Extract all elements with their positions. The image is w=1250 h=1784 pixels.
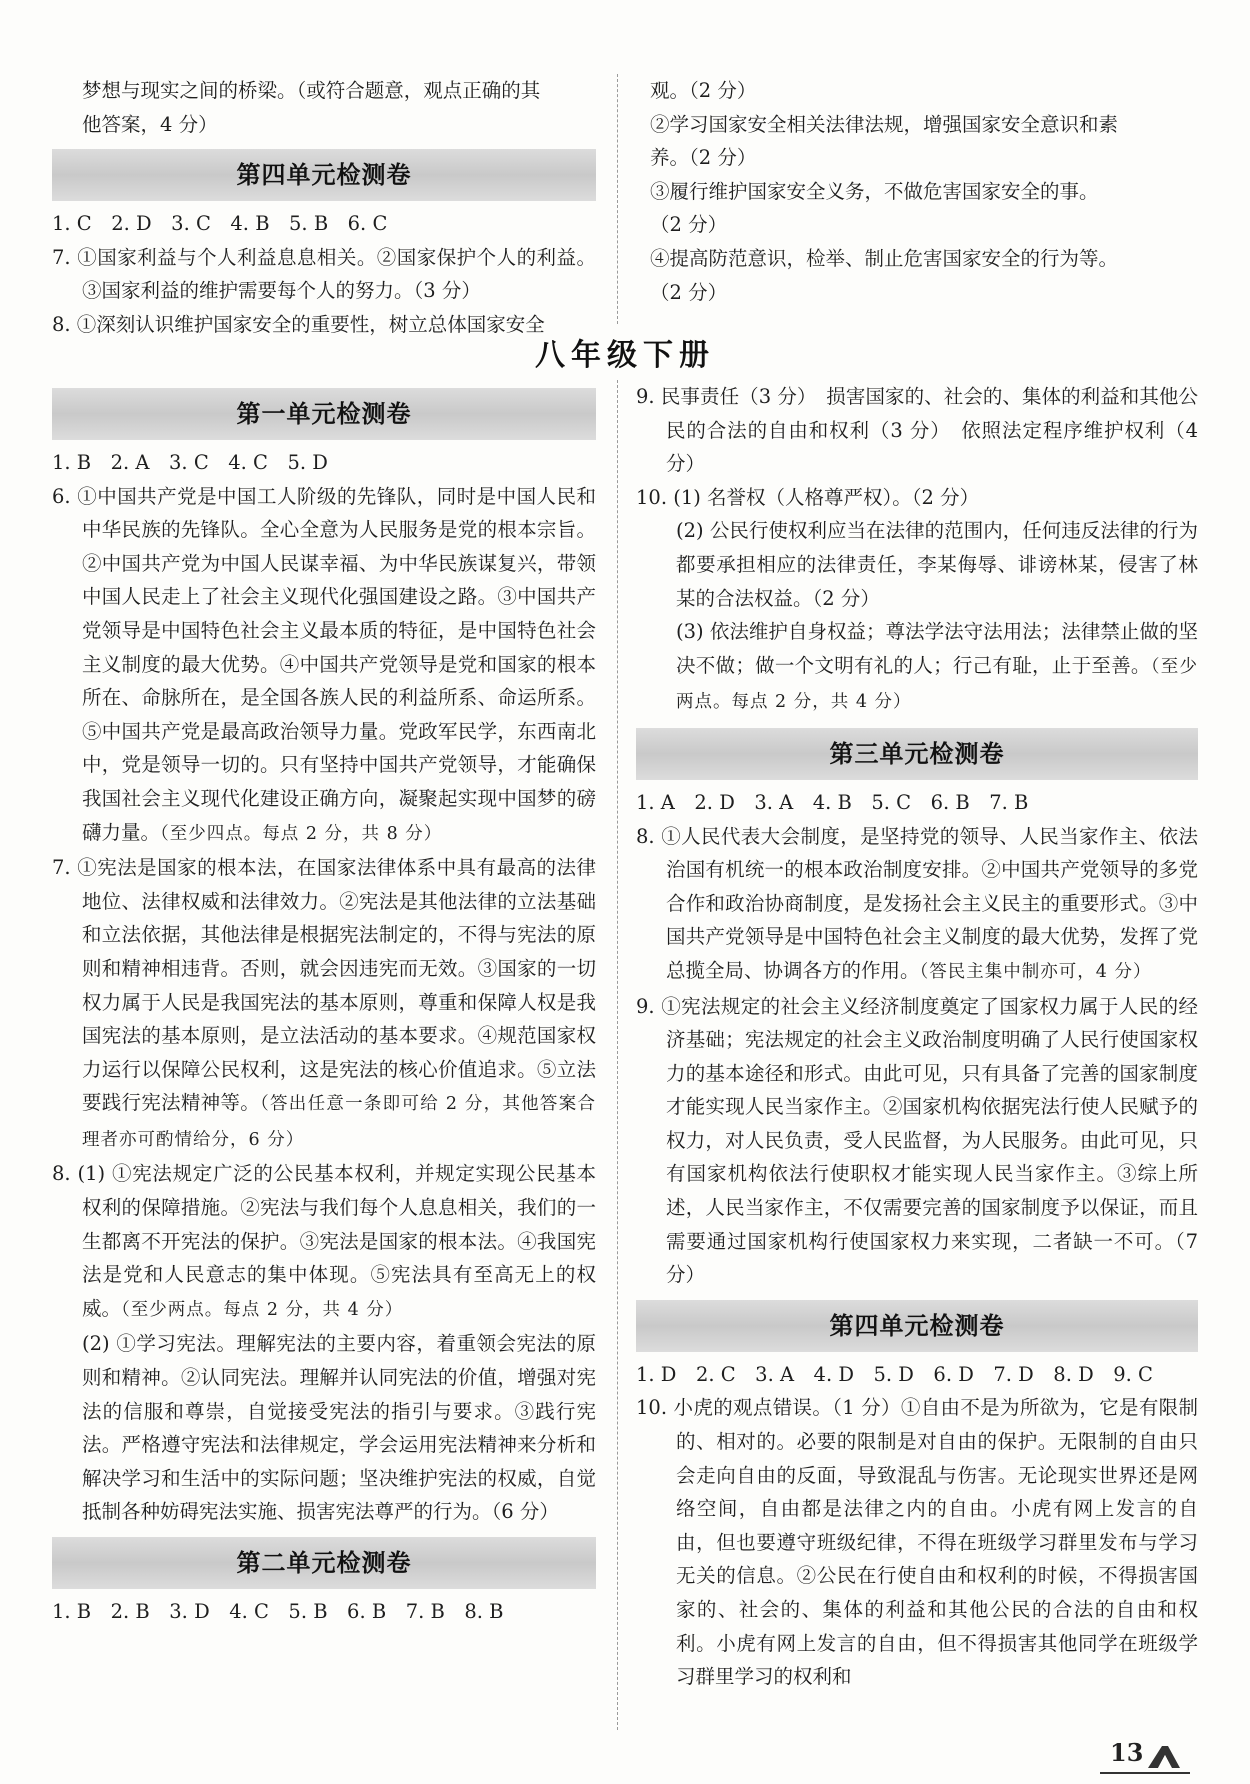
answer-text: 6. ①中国共产党是中国工人阶级的先锋队，同时是中国人民和中华民族的先锋队。全心全意为人民服务是党的根本宗旨。②中国共产党为中国人民谋幸福、为中华民族谋复兴，带领中国人民走上了社会主义现代化强国建设之路。③中国共产党领导是中国特色社会主义最本质的特征，是中国特色社会主义制度的最大优势。④中国共产党领导是党和国家的根本所在、命脉所在，是全国各族人民的利益所系、命运所系。⑤中国共产党是最高政治领导力量。党政军民学，东西南北中，党是领导一切的。只有坚持中国共产党领导，才能确保我国社会主义现代化建设正确方向，凝聚起实现中国梦的磅礴力量。 <box>52 484 596 844</box>
unit2-mc: 1. B 2. B 3. D 4. C 5. B 6. B 7. B 8. B <box>52 1600 504 1623</box>
answer-point: （2 分） <box>650 280 728 304</box>
left-column-top <box>52 74 596 342</box>
answer-text: 7. ①宪法是国家的根本法，在国家法律体系中具有最高的法律地位、法律权威和法律效力。②宪法是其他法律的立法基础和立法依据，其他法律是根据宪法制定的，不得与宪法的原则和精神相违背。否则，就会因违宪而无效。③国家的一切权力属于人民是我国宪法的基本原则，尊重和保障人权是我国宪法的基本原则，是立法活动的基本要求。④规范国家权力运行以保障公民权利，这是宪法的核心价值追求。⑤立法要践行宪法精神等。 <box>52 856 596 1115</box>
unit2-heading: 第二单元检测卷 <box>52 1537 596 1589</box>
unit4-mc: 1. D 2. C 3. A 4. D 5. D 6. D 7. D 8. D 9. C <box>636 1362 1153 1386</box>
right-column-top <box>650 74 1198 309</box>
publisher-logo-icon <box>1146 1744 1182 1770</box>
answer-point: ②学习国家安全相关法律法规，增强国家安全意识和素 <box>650 112 1119 136</box>
answer-point: （2 分） <box>650 213 728 237</box>
left-column <box>52 380 596 1629</box>
continuation-text: 梦想与现实之间的桥梁。（或符合题意，观点正确的其 <box>82 79 541 102</box>
unit2-q10-part3 <box>636 615 1198 720</box>
unit3-heading: 第三单元检测卷 <box>636 728 1198 780</box>
continuation-text: 观。（2 分） <box>650 79 757 102</box>
unit4-q10: 10. 小虎的观点错误。（1 分）①自由不是为所欲为，它是有限制的、相对的。必要的限制是对自由的保护。无限制的自由只会走向自由的反面，导致混乱与伤害。无论现实世界还是网络空间，自由都是法律之内的自由。小虎有网上发言的自由，但也要遵守班级纪律，不得在班级学习群里发布与学习无关的信息。②公民在行使自由和权利的时候，不得损害国家的、社会的、集体的利益和其他公民的合法的自由和权利。小虎有网上发言的自由，但不得损害其他同学在班级学习群里学习的权利和 <box>636 1396 1198 1689</box>
column-divider <box>617 74 618 324</box>
score-note: （至少两点。每点 2 分，共 4 分） <box>676 656 1198 713</box>
unit3-q8 <box>636 820 1198 990</box>
page-number-rule <box>1100 1772 1190 1774</box>
unit-heading: 第四单元检测卷 <box>52 149 596 201</box>
unit1-mc: 1. B 2. A 3. C 4. C 5. D <box>52 451 328 474</box>
right-column <box>636 380 1198 1694</box>
answer-text: (3) 依法维护自身权益；尊法学法守法用法；法律禁止做的坚决不做；做一个文明有礼的人；行己有耻，止于至善。 <box>676 620 1198 677</box>
unit1-q6 <box>52 480 596 852</box>
unit2-q10-part2: (2) 公民行使权利应当在法律的范围内，任何违反法律的行为都要承担相应的法律责任，李某侮辱、诽谤林某，侵害了林某的合法权益。（2 分） <box>676 519 1198 610</box>
answer-q8: 8. ①深刻认识维护国家安全的重要性，树立总体国家安全 <box>52 312 545 336</box>
score-note: （答民主集中制亦可，4 分） <box>919 961 1152 982</box>
answer-q7: 7. ①国家利益与个人利益息息相关。②国家保护个人的利益。③国家利益的维护需要每个人的努力。（3 分） <box>52 245 596 303</box>
score-note: （至少四点。每点 2 分，共 8 分） <box>160 823 443 844</box>
section-title: 八年级下册 <box>535 338 715 373</box>
unit1-q8-part2: (2) ①学习宪法。理解宪法的主要内容，着重领会宪法的原则和精神。②认同宪法。理解并认同宪法的价值，增强对宪法的信服和尊崇，自觉接受宪法的指引与要求。③践行宪法。严格遵守宪法和法律规定，学会运用宪法精神来分析和解决学习和生活中的实际问题；坚决维护宪法的权威，自觉抵制各种妨碍宪法实施、损害宪法尊严的行为。（6 分） <box>82 1332 596 1524</box>
unit3-q9: 9. ①宪法规定的社会主义经济制度奠定了国家权力属于人民的经济基础；宪法规定的社会主义政治制度明确了人民行使国家权力的基本途径和形式。由此可见，只有具备了完善的国家制度才能实现人民当家作主。②国家机构依据宪法行使人民赋予的权力，对人民负责，受人民监督，为人民服务。由此可见，只有国家机构依法行使职权才能实现人民当家作主。③综上所述，人民当家作主，不仅需要完善的国家制度予以保证，而且需要通过国家机构行使国家权力来实现，二者缺一不可。（7 分） <box>636 994 1198 1287</box>
answer-point: 养。（2 分） <box>650 146 757 170</box>
unit1-heading: 第一单元检测卷 <box>52 388 596 440</box>
continuation-text: 他答案，4 分） <box>82 112 218 136</box>
answer-mc: 1. C 2. D 3. C 4. B 5. B 6. C <box>52 212 388 236</box>
unit1-q8-part1 <box>52 1157 596 1327</box>
answer-text: 8. (1) ①宪法规定广泛的公民基本权利，并规定实现公民基本权利的保障措施。②宪法与我们每个人息息相关，我们的一生都离不开宪法的保护。③宪法是国家的根本法。④我国宪法是党和人民意志的集中体现。⑤宪法具有至高无上的权威。 <box>52 1162 596 1320</box>
page-number: 13 <box>1110 1738 1144 1767</box>
score-note: （至少两点。每点 2 分，共 4 分） <box>121 1299 404 1320</box>
unit1-q7 <box>52 851 596 1157</box>
score-note: （答出任意一条即可给 2 分，其他答案合理者亦可酌情给分，6 分） <box>82 1094 596 1150</box>
unit4-heading: 第四单元检测卷 <box>636 1300 1198 1352</box>
unit2-q9: 9. 民事责任（3 分） 损害国家的、社会的、集体的利益和其他公民的合法的自由和权利（3 分） 依照法定程序维护权利（4 分） <box>636 385 1198 476</box>
answer-point: ③履行维护国家安全义务，不做危害国家安全的事。 <box>650 179 1099 203</box>
answer-text: 8. ①人民代表大会制度，是坚持党的领导、人民当家作主、依法治国有机统一的根本政治制度安排。②中国共产党领导的多党合作和政治协商制度，是发扬社会主义民主的重要形式。③中国共产党领导是中国特色社会主义制度的最大优势，发挥了党总揽全局、协调各方的作用。 <box>636 824 1198 982</box>
column-divider <box>617 380 618 1730</box>
unit2-q10-part1: 10. (1) 名誉权（人格尊严权）。（2 分） <box>636 485 980 509</box>
unit3-mc: 1. A 2. D 3. A 4. B 5. C 6. B 7. B <box>636 790 1029 814</box>
answer-point: ④提高防范意识，检举、制止危害国家安全的行为等。 <box>650 246 1119 270</box>
